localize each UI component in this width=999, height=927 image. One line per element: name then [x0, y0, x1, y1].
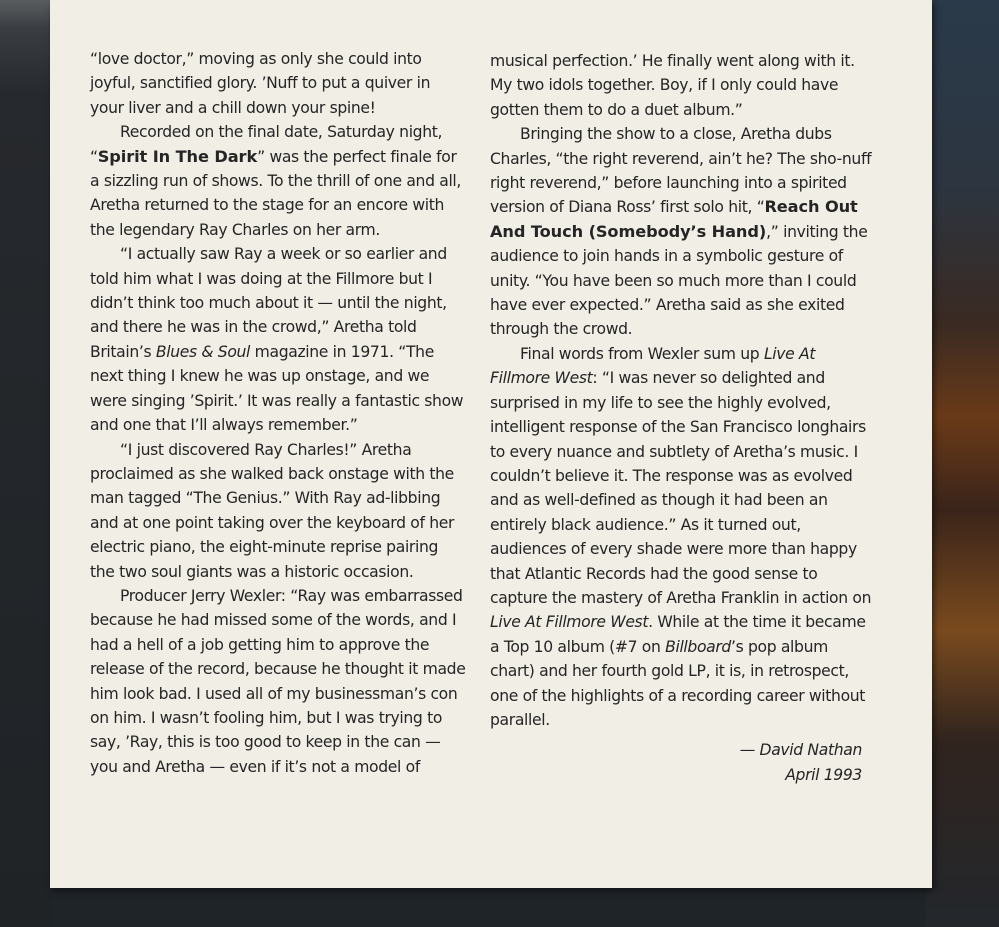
text-run: “love doctor,” moving as only she could into joyful, sanctified glory. ’Nuff to put a quiver in your liver and a chill down your spine! — [90, 50, 431, 117]
right-paragraph — [490, 122, 874, 342]
song-title: Spirit In The Dark — [97, 146, 258, 166]
right-paragraphs — [490, 49, 874, 732]
text-run: Bringing the show to a close, Aretha dubs Charles, “the right reverend, ain’t he? The sho-nuff right reverend,” before launching into a spirited version of Diana Ross’ first solo hit, “ — [490, 125, 872, 217]
text-run: Final words from Wexler sum up — [520, 344, 764, 363]
left-paragraph — [90, 120, 466, 242]
left-paragraph — [90, 584, 466, 779]
song-title: Reach Out And Touch (Somebody’s Hand) — [490, 197, 858, 241]
liner-notes-page — [50, 0, 932, 888]
italic-title: Billboard — [665, 637, 731, 656]
text-run: Recorded on the final date, Saturday night, “ — [90, 123, 443, 166]
text-run: “I just discovered Ray Charles!” Aretha proclaimed as she walked back onstage with the man tagged “The Genius.” With Ray ad-libbing and at one point taking over the keyboard of her electric piano, the eight-minute reprise pairing the two soul giants was a historic occasion. — [90, 440, 455, 581]
background-left-edge — [0, 0, 52, 927]
italic-title: Live At Fillmore West — [490, 613, 649, 632]
text-run: “I actually saw Ray a week or so earlier and told him what I was doing at the Fillmore but I didn’t think too much about it — until the night, and there he was in the crowd,” Aretha told Britain’s — [90, 245, 447, 361]
text-run: : “I was never so delighted and surprised in my life to see the highly evolved, intelligent response of the San Francisco longhairs to every nuance and subtlety of Aretha’s music. I couldn’t believe it. The response was as evolved and as well-defined as though it had been an entirely black audience.” As it turned out, audiences of every shade were more than happy that Atlantic Records had the good sense to capture the mastery of Aretha Franklin in action on — [490, 369, 872, 607]
text-run: ” was the perfect finale for a sizzling run of shows. To the thrill of one and all, Aretha returned to the stage for an encore with the legendary Ray Charles on her arm. — [90, 147, 462, 239]
signature-date: April 1993 — [785, 765, 862, 784]
signature — [490, 738, 874, 787]
text-run: Producer Jerry Wexler: “Ray was embarrassed because he had missed some of the words, and I had a hell of a job getting him to approve the release of the record, because he thought it made him look bad. I used all of my businessman’s con on him. I wasn’t fooling him, but I was trying to say, ’Ray, this is too good to keep in the can — you and Aretha — even if it’s not a model of — [90, 586, 466, 776]
left-paragraph — [90, 47, 466, 120]
text-run: ,” inviting the audience to join hands in a symbolic gesture of unity. “You have been so much more than I could have ever expected.” Aretha said as she exited through the crowd. — [490, 222, 868, 339]
left-paragraph — [90, 242, 466, 437]
right-text-column — [490, 49, 874, 787]
background-right-edge — [926, 0, 999, 927]
italic-title: Live At Fillmore West — [490, 344, 816, 388]
signature-author: — David Nathan — [739, 741, 862, 760]
text-run: musical perfection.’ He finally went along with it. My two idols together. Boy, if I only could have gotten them to do a duet album.” — [490, 52, 855, 119]
left-text-column — [90, 47, 466, 779]
text-run: . While at the time it became a Top 10 album (#7 on — [490, 613, 866, 656]
right-paragraph — [490, 49, 874, 122]
text-run: magazine in 1971. “The next thing I knew he was up onstage, and we were singing ’Spirit.’ It was really a fantastic show and one that I’ll always remember.” — [90, 342, 464, 435]
left-paragraph — [90, 438, 466, 584]
text-run: ’s pop album chart) and her fourth gold LP, it is, in retrospect, one of the highlights of a recording career without parallel. — [490, 637, 866, 729]
right-paragraph — [490, 342, 874, 733]
italic-title: Blues & Soul — [155, 342, 251, 361]
